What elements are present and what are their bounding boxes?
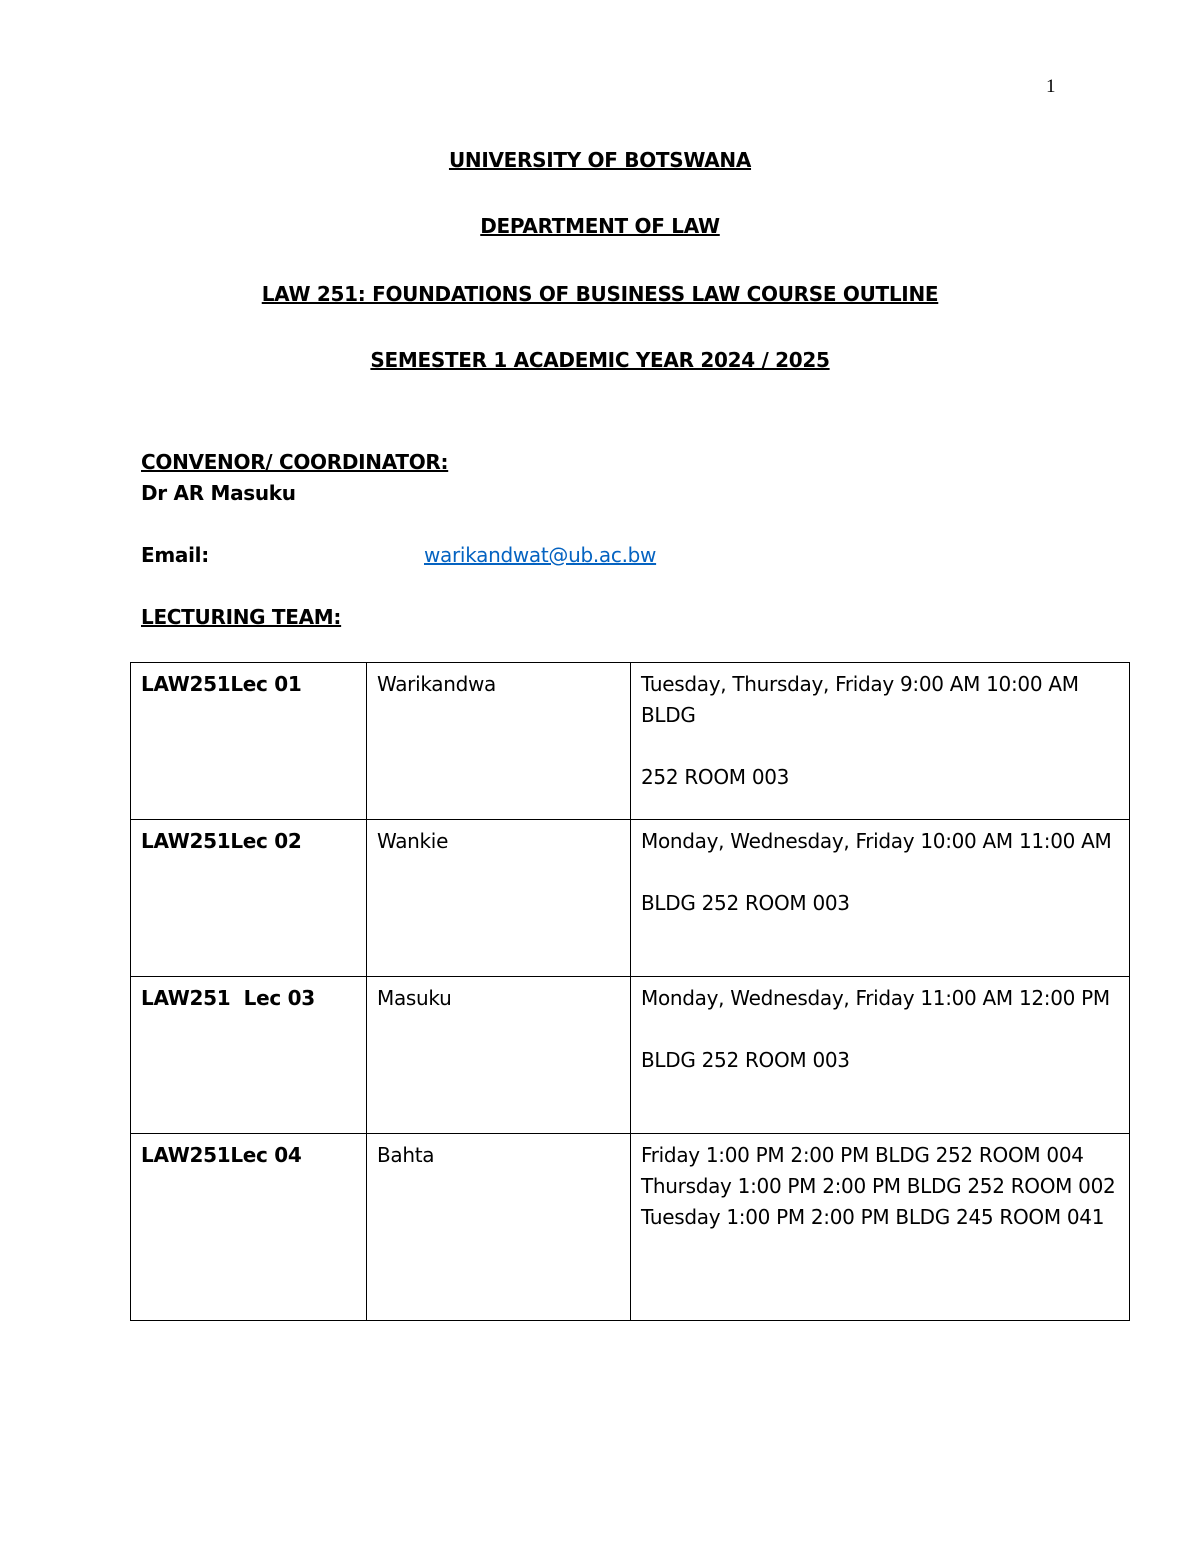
page-number: 1 bbox=[1046, 76, 1056, 97]
university-heading: UNIVERSITY OF BOTSWANA bbox=[448, 148, 752, 172]
course-heading: LAW 251: FOUNDATIONS OF BUSINESS LAW COURSE OUTLINE bbox=[261, 282, 939, 306]
course-code-cell: LAW251Lec 01 bbox=[131, 663, 367, 820]
schedule-line: Friday 1:00 PM 2:00 PM BLDG 252 ROOM 004 bbox=[641, 1143, 1084, 1167]
department-heading: DEPARTMENT OF LAW bbox=[480, 214, 720, 238]
schedule-line: BLDG 252 ROOM 003 bbox=[641, 1048, 850, 1072]
table-row bbox=[131, 663, 1130, 820]
table-row bbox=[131, 977, 1130, 1134]
schedule-cell bbox=[631, 820, 1130, 977]
email-link[interactable]: warikandwat@ub.ac.bw bbox=[424, 543, 657, 567]
schedule-line: BLDG 252 ROOM 003 bbox=[641, 891, 850, 915]
schedule-line: 252 ROOM 003 bbox=[641, 765, 790, 789]
lecturer-cell: Masuku bbox=[367, 977, 631, 1134]
course-code-cell: LAW251 Lec 03 bbox=[131, 977, 367, 1134]
convenor-name: Dr AR Masuku bbox=[141, 481, 296, 505]
schedule-line: Thursday 1:00 PM 2:00 PM BLDG 252 ROOM 002 bbox=[641, 1174, 1116, 1198]
schedule-cell bbox=[631, 977, 1130, 1134]
course-code-cell: LAW251Lec 04 bbox=[131, 1134, 367, 1321]
lecturing-team-label: LECTURING TEAM: bbox=[141, 605, 342, 629]
schedule-cell bbox=[631, 663, 1130, 820]
course-code-cell: LAW251Lec 02 bbox=[131, 820, 367, 977]
schedule-line: Tuesday, Thursday, Friday 9:00 AM 10:00 AM BLDG bbox=[641, 672, 1079, 727]
lecturer-cell: Bahta bbox=[367, 1134, 631, 1321]
table-row bbox=[131, 1134, 1130, 1321]
schedule-line: Monday, Wednesday, Friday 11:00 AM 12:00 PM bbox=[641, 986, 1110, 1010]
email-label: Email: bbox=[141, 543, 209, 567]
schedule-line: Monday, Wednesday, Friday 10:00 AM 11:00 AM bbox=[641, 829, 1112, 853]
lecturer-cell: Wankie bbox=[367, 820, 631, 977]
semester-heading: SEMESTER 1 ACADEMIC YEAR 2024 / 2025 bbox=[370, 348, 830, 372]
lecturer-cell: Warikandwa bbox=[367, 663, 631, 820]
schedule-cell bbox=[631, 1134, 1130, 1321]
table-row bbox=[131, 820, 1130, 977]
convenor-label: CONVENOR/ COORDINATOR: bbox=[141, 450, 449, 474]
schedule-line: Tuesday 1:00 PM 2:00 PM BLDG 245 ROOM 041 bbox=[641, 1205, 1105, 1229]
lecturing-team-table bbox=[130, 662, 1130, 1321]
